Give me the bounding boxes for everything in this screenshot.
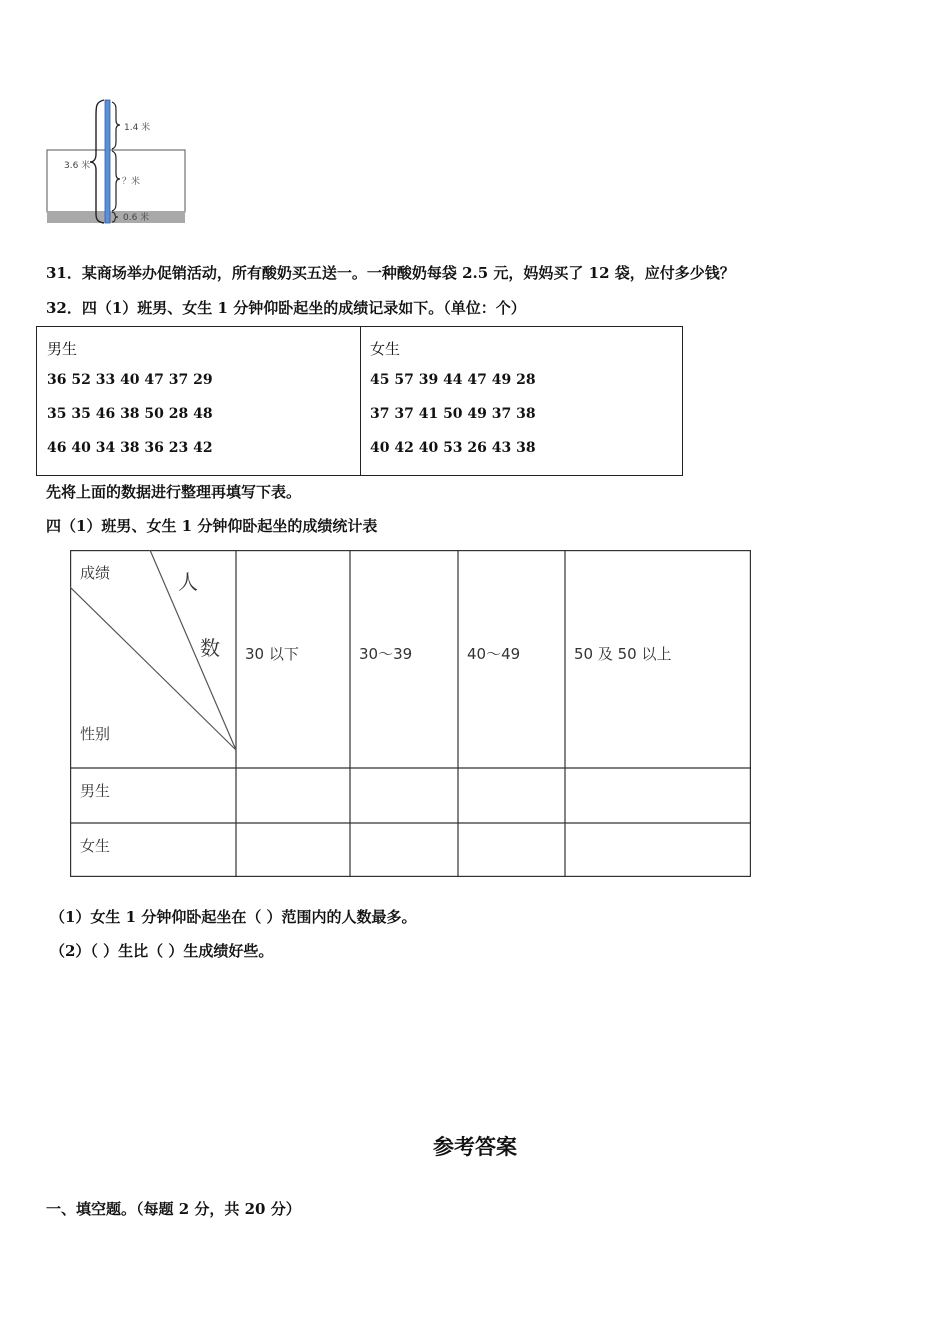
question-32: 32．四（1）班男、女生 1 分钟仰卧起坐的成绩记录如下。（单位：个） <box>46 299 526 317</box>
column-header: 30 以下 <box>245 645 299 663</box>
column-header: 50 及 50 以上 <box>574 645 672 663</box>
row-header-girls: 女生 <box>80 837 111 855</box>
answer-section-1: 一、填空题。（每题 2 分，共 20 分） <box>46 1200 301 1218</box>
stats-table <box>70 550 751 877</box>
girls-header: 女生 <box>370 340 401 358</box>
corner-score-label: 成绩 <box>80 564 111 582</box>
boys-header: 男生 <box>47 340 78 358</box>
answer-title: 参考答案 <box>433 1134 517 1159</box>
corner-ren-label: 人 <box>178 570 198 594</box>
column-header: 40～49 <box>467 645 521 663</box>
sub-question-2: （2）（ ）生比（ ）生成绩好些。 <box>50 942 274 960</box>
brace-top <box>112 102 120 149</box>
corner-shu-label: 数 <box>200 636 220 660</box>
girls-column <box>360 327 682 475</box>
stats-table-caption: 四（1）班男、女生 1 分钟仰卧起坐的成绩统计表 <box>46 517 378 535</box>
label-top: 1.4 米 <box>124 123 151 133</box>
boys-column <box>37 327 361 475</box>
stats-grid <box>70 550 751 877</box>
instruction-text: 先将上面的数据进行整理再填写下表。 <box>46 483 302 501</box>
label-mid: ？米 <box>122 177 141 187</box>
column-header: 30～39 <box>359 645 413 663</box>
girls-row: 45 57 39 44 47 49 28 <box>370 372 536 388</box>
girls-row: 37 37 41 50 49 37 38 <box>370 406 536 422</box>
boys-row: 36 52 33 40 47 37 29 <box>47 372 213 388</box>
corner-gender-label: 性别 <box>80 725 111 743</box>
label-left: 3.6 米 <box>64 161 91 171</box>
pole-water-figure <box>44 96 189 228</box>
label-bottom: 0.6 米 <box>123 213 150 223</box>
boys-row: 35 35 46 38 50 28 48 <box>47 406 213 422</box>
pole <box>105 100 110 223</box>
sub-question-1: （1）女生 1 分钟仰卧起坐在（ ）范围内的人数最多。 <box>50 908 417 926</box>
question-31: 31．某商场举办促销活动，所有酸奶买五送一。一种酸奶每袋 2.5 元，妈妈买了 12 袋，应付多少钱？ <box>46 264 735 282</box>
girls-row: 40 42 40 53 26 43 38 <box>370 440 536 456</box>
raw-score-table <box>36 326 683 476</box>
boys-row: 46 40 34 38 36 23 42 <box>47 440 213 456</box>
row-header-boys: 男生 <box>80 782 111 800</box>
